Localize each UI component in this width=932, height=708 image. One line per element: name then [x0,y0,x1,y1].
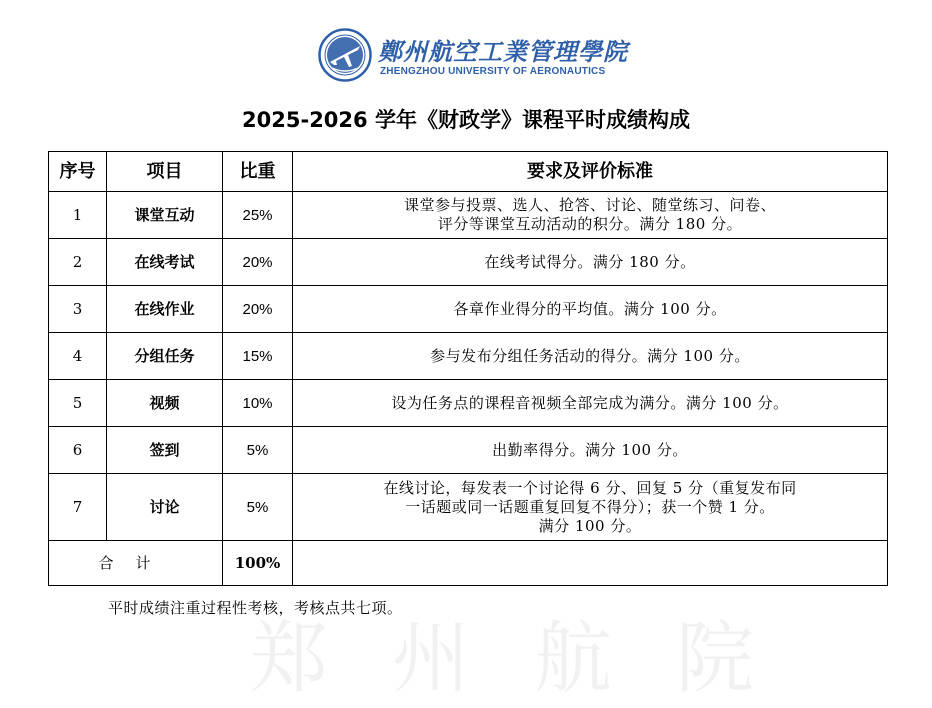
row-no: 6 [49,427,107,474]
criteria-line: 各章作业得分的平均值。满分 100 分。 [453,299,727,318]
column-header-no: 序号 [49,152,107,192]
row-weight: 20% [223,239,293,286]
footnote: 平时成绩注重过程性考核，考核点共七项。 [108,599,403,617]
row-weight: 10% [223,380,293,427]
row-no: 3 [49,286,107,333]
row-item: 讨论 [107,474,223,541]
criteria-line: 评分等课堂互动活动的积分。满分 180 分。 [437,215,743,233]
row-criteria [293,286,888,333]
column-header-item: 项目 [107,152,223,192]
row-criteria [293,427,888,474]
row-item: 在线作业 [107,286,223,333]
row-no: 1 [49,192,107,239]
total-empty-cell [293,541,888,586]
table-row [49,380,888,427]
university-name-en: ZHENGZHOU UNIVERSITY OF AERONAUTICS [380,66,606,77]
table-row [49,474,888,541]
total-value: 100% [223,541,293,586]
table-row [49,333,888,380]
grade-composition-table [48,151,888,586]
column-header-criteria: 要求及评价标准 [293,152,888,192]
criteria-line: 在线考试得分。满分 180 分。 [484,252,696,271]
criteria-line: 参与发布分组任务活动的得分。满分 100 分。 [430,346,750,365]
row-criteria [293,192,888,239]
row-criteria [293,239,888,286]
table-row [49,239,888,286]
criteria-line: 一话题或同一话题重复回复不得分）；获一个赞 1 分。 [405,497,775,516]
row-weight: 5% [223,427,293,474]
row-no: 4 [49,333,107,380]
university-seal-icon [318,28,372,82]
row-item: 课堂互动 [107,192,223,239]
row-item: 签到 [107,427,223,474]
row-criteria [293,380,888,427]
table-total-row [49,541,888,586]
university-name-cn: 鄭州航空工業管理學院 [378,37,628,66]
row-item: 在线考试 [107,239,223,286]
university-logo [318,28,628,84]
row-no: 5 [49,380,107,427]
watermark-text: 郑州航院 [250,614,819,704]
row-criteria [293,333,888,380]
row-weight: 20% [223,286,293,333]
row-weight: 5% [223,474,293,541]
row-no: 2 [49,239,107,286]
row-criteria [293,474,888,541]
criteria-line: 设为任务点的课程音视频全部完成为满分。满分 100 分。 [391,393,789,412]
row-no: 7 [49,474,107,541]
criteria-line: 课堂参与投票、选人、抢答、讨论、随堂练习、问卷、 [403,196,776,214]
table-row [49,427,888,474]
column-header-weight: 比重 [223,152,293,192]
row-weight: 15% [223,333,293,380]
criteria-line: 满分 100 分。 [538,516,642,535]
table-row [49,286,888,333]
criteria-line: 在线讨论，每发表一个讨论得 6 分、回复 5 分（重复发布同 [383,478,797,497]
row-item: 分组任务 [107,333,223,380]
criteria-line: 出勤率得分。满分 100 分。 [492,440,688,459]
row-weight: 25% [223,192,293,239]
total-label: 合计 [49,541,223,586]
table-row [49,192,888,239]
document-title: 2025-2026 学年《财政学》课程平时成绩构成 [242,108,690,132]
table-header-row [49,152,888,192]
row-item: 视频 [107,380,223,427]
